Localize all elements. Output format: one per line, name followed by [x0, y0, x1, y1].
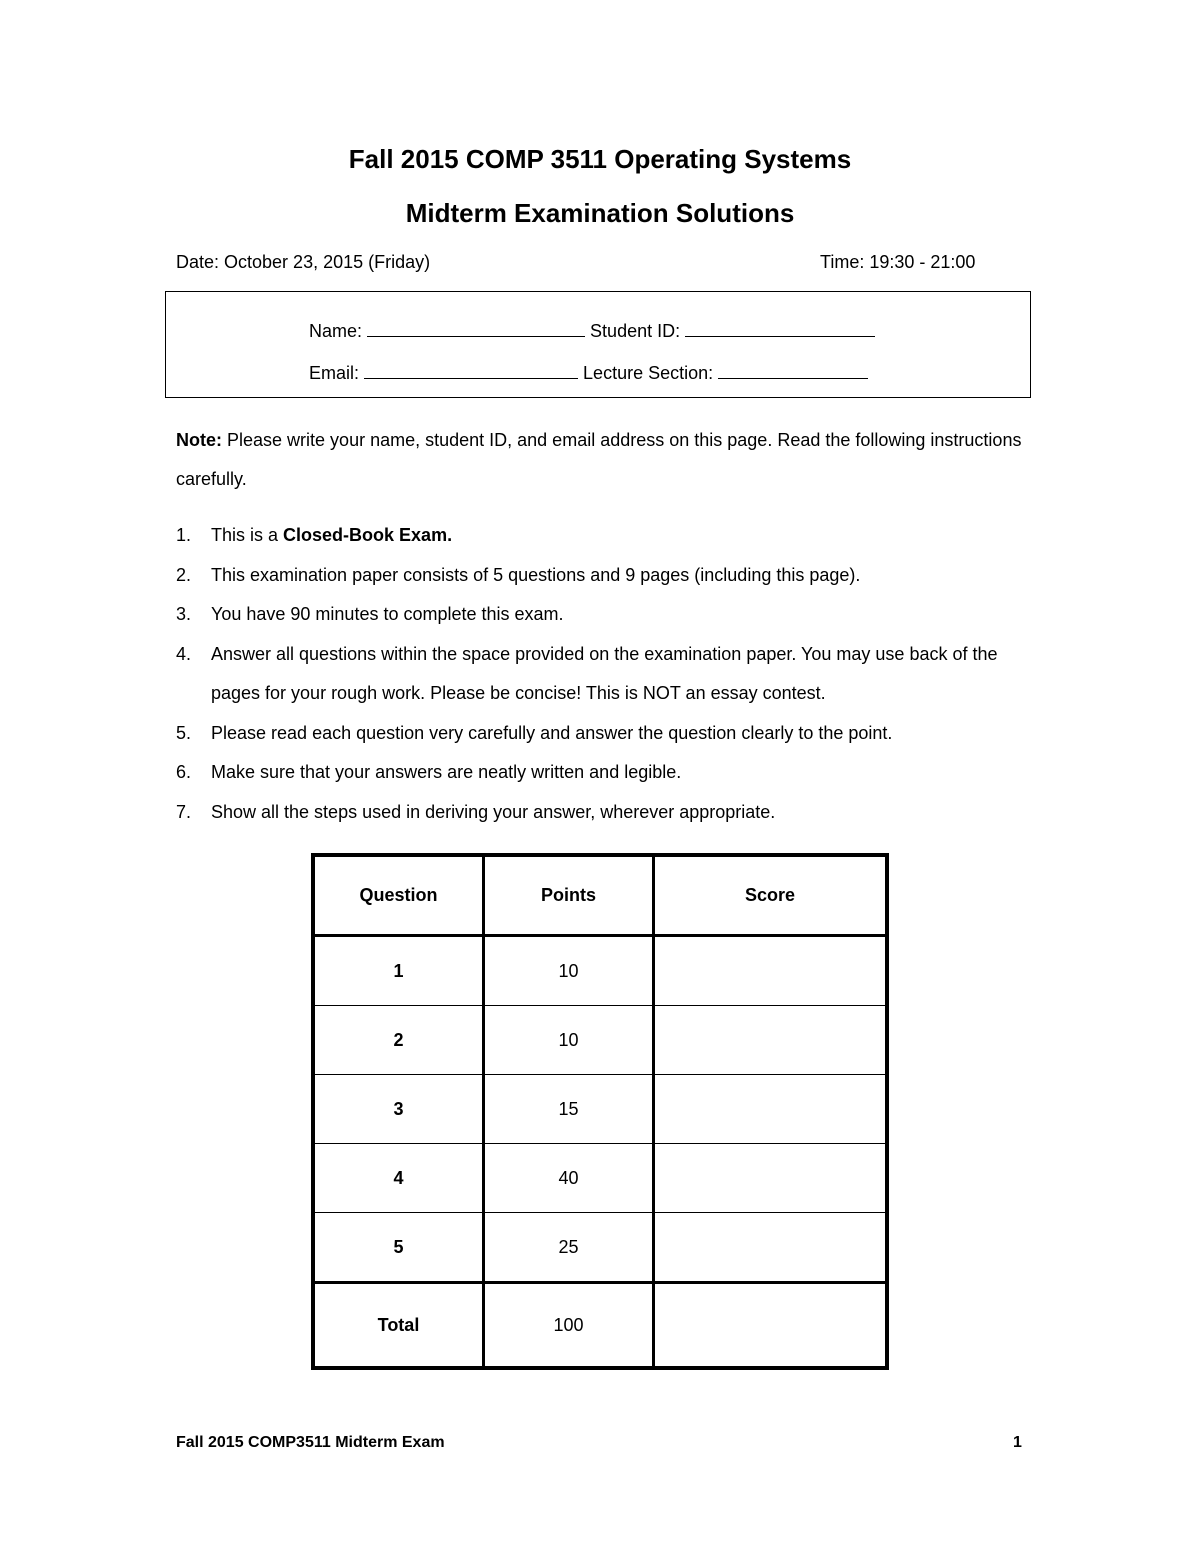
instruction-number: 2. — [176, 564, 192, 585]
instruction-item — [176, 753, 1026, 793]
exam-date: Date: October 23, 2015 (Friday) — [176, 252, 431, 272]
student-id-field[interactable] — [685, 318, 875, 337]
instruction-item — [176, 793, 1026, 833]
instructions-list — [176, 516, 1026, 832]
question-points: 15 — [484, 1075, 654, 1144]
instruction-item — [176, 635, 1026, 714]
table-row — [313, 1213, 887, 1283]
instruction-text: Answer all questions within the space provided on the examination paper. You may use back of the pages for your rough work. Please be concise! This is NOT an essay contest. — [211, 643, 998, 703]
total-score[interactable] — [654, 1283, 888, 1369]
table-row — [313, 1075, 887, 1144]
instruction-number: 6. — [176, 762, 192, 782]
total-points: 100 — [484, 1283, 654, 1369]
info-row-email — [309, 360, 868, 384]
instruction-text: Make sure that your answers are neatly written and legible. — [211, 762, 682, 782]
score-table-header — [313, 855, 887, 936]
header-question: Question — [313, 855, 484, 936]
question-number: 3 — [313, 1075, 484, 1144]
instruction-item — [176, 556, 1026, 596]
note-text: Please write your name, student ID, and email address on this page. Read the following instructions carefully. — [176, 430, 1022, 489]
lecture-section-label: Lecture Section: — [583, 363, 714, 383]
question-points: 10 — [484, 936, 654, 1006]
question-number: 5 — [313, 1213, 484, 1283]
header-score: Score — [654, 855, 888, 936]
question-number: 2 — [313, 1006, 484, 1075]
instruction-text: Please read each question very carefully and answer the question clearly to the point. — [211, 722, 893, 743]
student-info-box — [165, 291, 1031, 398]
instruction-text: You have 90 minutes to complete this exam. — [211, 604, 564, 624]
email-field[interactable] — [364, 360, 578, 379]
question-score[interactable] — [654, 1213, 888, 1283]
instruction-item — [176, 714, 1026, 754]
total-row — [313, 1283, 887, 1369]
info-row-name — [309, 318, 875, 342]
table-row — [313, 1006, 887, 1075]
question-score[interactable] — [654, 1006, 888, 1075]
name-field[interactable] — [367, 318, 585, 337]
footer-title: Fall 2015 COMP3511 Midterm Exam — [176, 1434, 445, 1451]
score-table — [311, 853, 889, 1370]
instruction-number: 4. — [176, 643, 192, 664]
page-subtitle: Midterm Examination Solutions — [405, 198, 795, 228]
page-title: Fall 2015 COMP 3511 Operating Systems — [348, 144, 852, 174]
note-label: Note: — [176, 430, 222, 450]
question-score[interactable] — [654, 1075, 888, 1144]
question-number: 4 — [313, 1144, 484, 1213]
lecture-section-field[interactable] — [718, 360, 868, 379]
instruction-number: 3. — [176, 604, 192, 624]
table-row — [313, 936, 887, 1006]
exam-time: Time: 19:30 - 21:00 — [820, 252, 976, 272]
instruction-item — [176, 516, 1026, 556]
instruction-text: This is a — [211, 525, 284, 545]
instruction-number: 1. — [176, 525, 192, 545]
name-label: Name: — [309, 321, 363, 341]
instruction-text: Show all the steps used in deriving your answer, wherever appropriate. — [211, 801, 776, 822]
instruction-number: 5. — [176, 722, 192, 743]
question-points: 10 — [484, 1006, 654, 1075]
instruction-emphasis: Closed-Book Exam. — [283, 525, 453, 545]
question-points: 40 — [484, 1144, 654, 1213]
email-label: Email: — [309, 363, 360, 383]
total-label: Total — [313, 1283, 484, 1369]
page-number: 1 — [1013, 1434, 1022, 1451]
question-score[interactable] — [654, 1144, 888, 1213]
instruction-number: 7. — [176, 801, 192, 822]
question-score[interactable] — [654, 936, 888, 1006]
instruction-item — [176, 595, 1026, 635]
header-points: Points — [484, 855, 654, 936]
student-id-label: Student ID: — [590, 321, 681, 341]
table-row — [313, 1144, 887, 1213]
question-number: 1 — [313, 936, 484, 1006]
note-paragraph — [176, 421, 1026, 499]
question-points: 25 — [484, 1213, 654, 1283]
instruction-text: This examination paper consists of 5 questions and 9 pages (including this page). — [211, 564, 861, 585]
